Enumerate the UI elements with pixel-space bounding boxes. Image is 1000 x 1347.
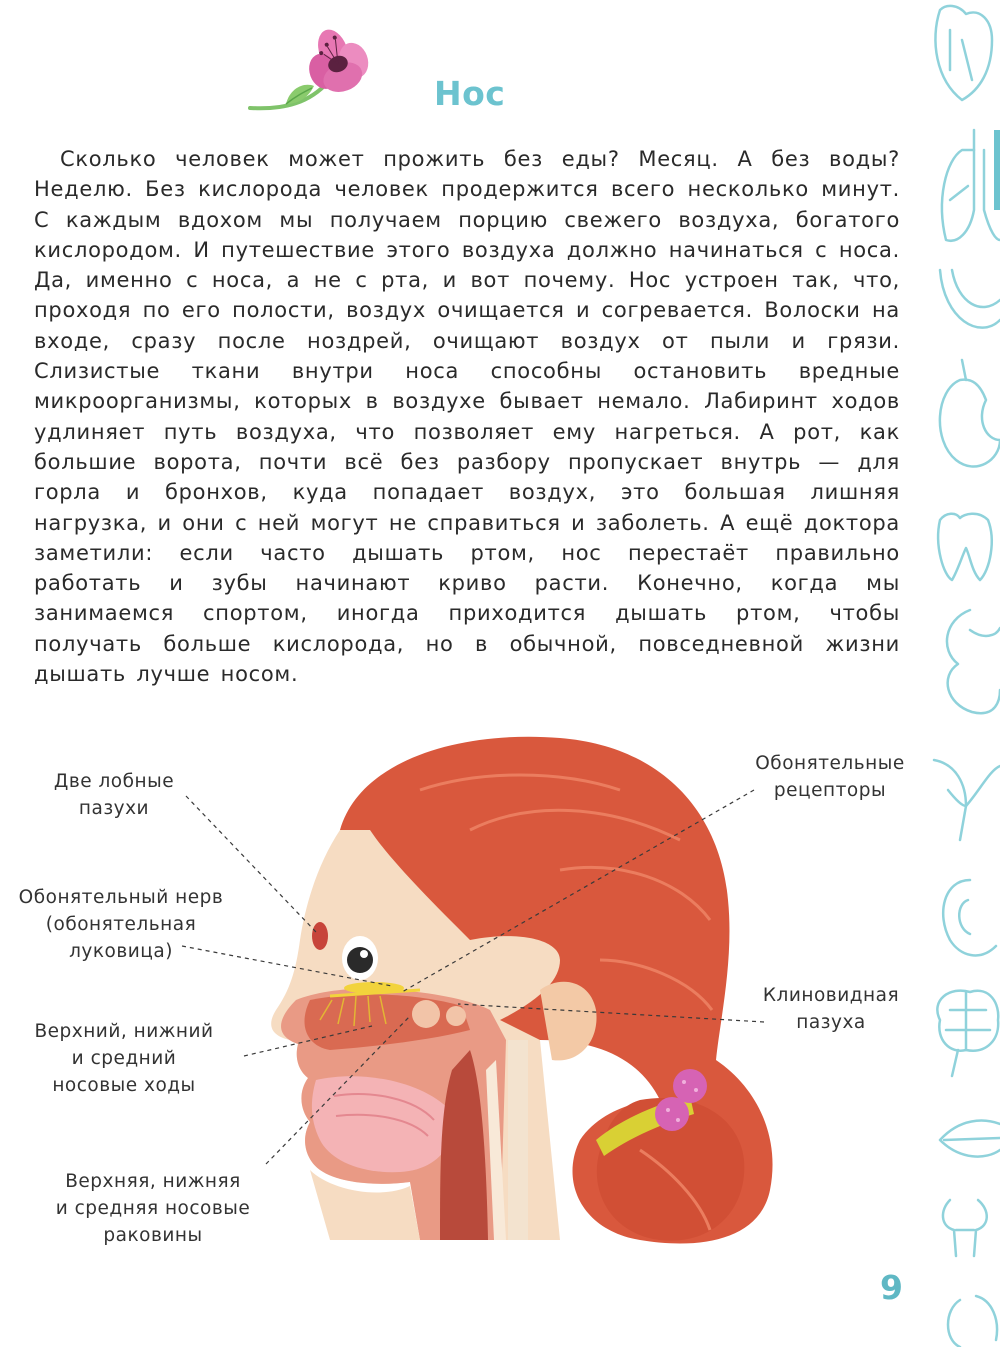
kidney-icon [940, 360, 1000, 467]
page-number: 9 [880, 1268, 903, 1307]
fetus-icon [948, 1296, 997, 1347]
ear-icon [943, 880, 996, 955]
organ-icons-sidebar [920, 0, 1000, 1347]
bone-icon [943, 1200, 987, 1256]
page-title: Нос [434, 74, 506, 113]
flower-icon [246, 26, 376, 126]
tooth-icon [938, 514, 992, 580]
label-nasal-conchae: Верхняя, нижняя и средняя носовые раковины [55, 1171, 251, 1246]
label-olfactory-nerve: Обонятельный нерв (обонятельная луковица) [18, 887, 224, 962]
label-nasal-passages: Верхний, нижний и средний носовые ходы [34, 1021, 214, 1096]
lungs-icon [942, 130, 1000, 241]
stomach-icon [940, 270, 1000, 328]
label-olfactory-receptors: Обонятельные рецепторы [755, 753, 905, 801]
brain-icon [937, 991, 998, 1076]
body-paragraph: Сколько человек может прожить без еды? Месяц. А без воды? Неделю. Без кислорода человек продержится всего несколько минут. С каждым вдохом мы получаем порцию свежего воздуха, богатого кислородом. И путешествие этого воздуха должно начинаться с носа. Да, именно с носа, а не с рта, и вот почему. Нос устроен так, что, проходя по его полости, воздух очищается и согревается. Волоски на входе, сразу после ноздрей, очищают воздух от пыли и грязи. Слизистые ткани внутри носа способны остановить вредные микроорганизмы, которых в воздухе бывает немало. Лабиринт ходов удлиняет путь воздуха, что позволяет ему нагреться. А рот, как большие ворота, почти всё без разбору пропускает внутрь — для горла и бронхов, куда попадает воздух, это большая лишняя нагрузка, и они с ней могут не справиться и заболеть. А ещё доктора заметили: если часто дышать ртом, нос перестаёт правильно работать и зубы начинают криво расти. Конечно, когда мы занимаемся спортом, иногда приходится дышать ртом, чтобы получать больше кислорода, но в обычной, повседневной жизни дышать лучше носом. [34, 147, 900, 687]
lips-icon [940, 1121, 1000, 1157]
intestine-icon [947, 610, 1000, 713]
heart-icon [935, 6, 992, 100]
uterus-icon [934, 760, 1000, 840]
label-frontal-sinuses: Две лобные пазухи [53, 771, 175, 819]
label-sphenoid-sinus: Клиновидная пазуха [762, 985, 900, 1033]
